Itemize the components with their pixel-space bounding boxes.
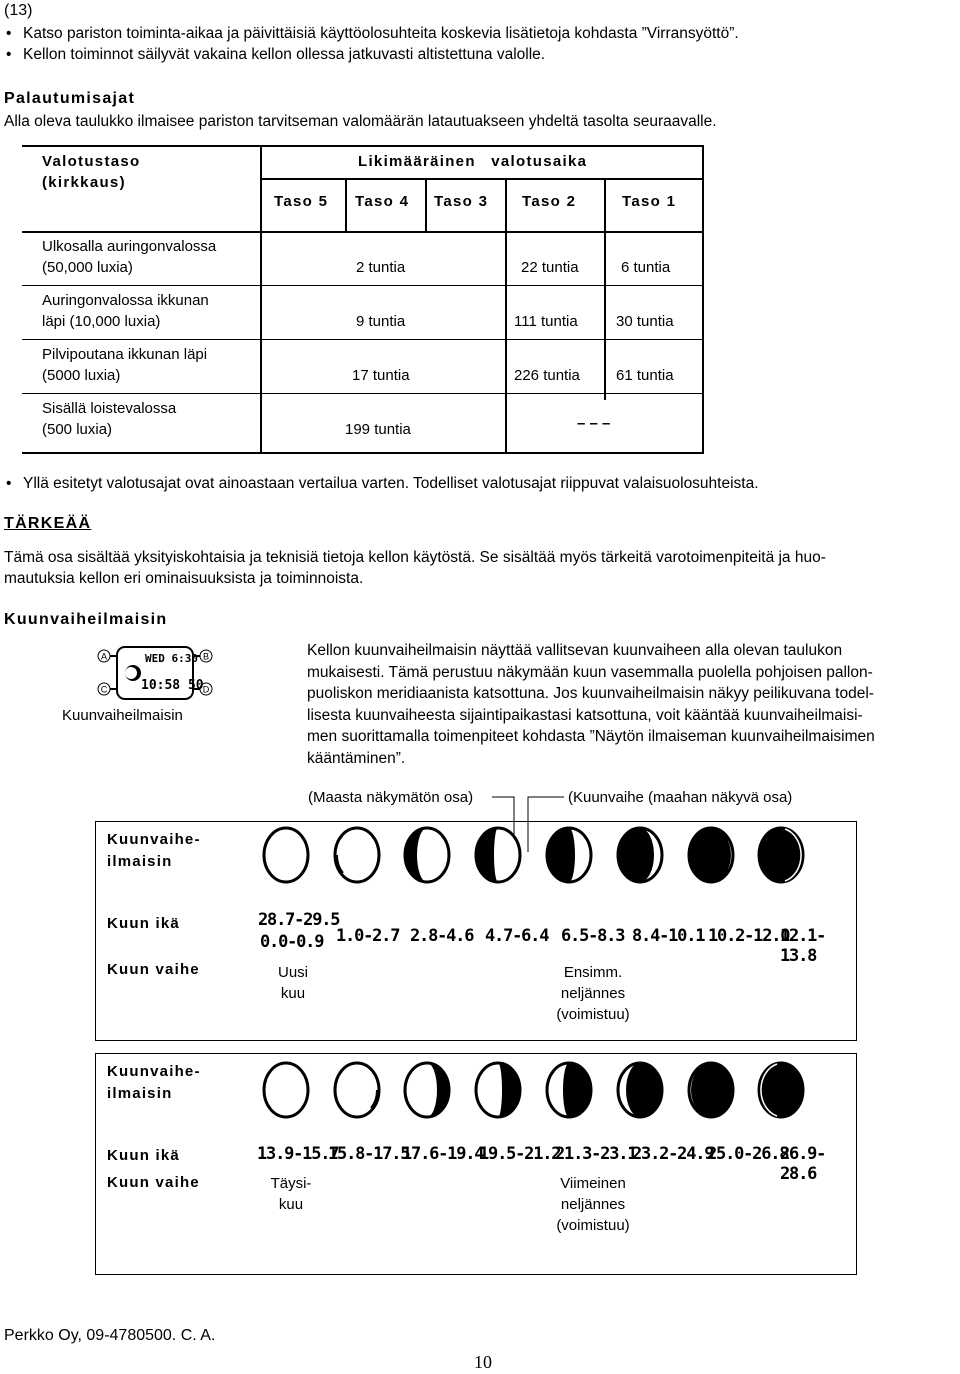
row-label: Ulkosalla auringonvalossa [42,238,217,255]
row-label: Sisällä loistevalossa [42,400,177,417]
label-invisible-part: (Maasta näkymätön osa) [308,789,474,806]
row-label-phase: Kuun vaihe [107,961,200,978]
table-rule [345,178,347,231]
header-level-1: Taso 1 [622,193,677,210]
moon-icon [474,1060,522,1120]
moon-text-line: kääntäminen”. [307,749,406,767]
cell-value: 226 tuntia [514,367,580,384]
header-brightness: (kirkkaus) [42,174,126,191]
watch-face-icon [95,645,215,701]
moon-icon [262,1060,310,1120]
moon-icon [262,825,310,885]
phase-text: Uusi [277,964,308,981]
row-label-indicator: ilmaisin [107,1085,173,1102]
moon-phase-table-1 [95,821,857,1041]
row-label-indicator: ilmaisin [107,853,173,870]
moon-icon [757,825,805,885]
phase-text: kuu [280,985,306,1002]
table-rule [260,145,262,454]
moon-description [307,640,875,769]
moon-text-line: puoliskon meridiaanista katsottuna. Jos kuunvaiheilmaisin näkyy peilikuvana todel- [307,685,874,702]
moon-icon [545,1060,593,1120]
cell-value: 22 tuntia [521,259,579,276]
important-line-2: mautuksia kellon eri ominaisuuksista ja toiminnoista. [4,570,364,587]
cell-value: 2 tuntia [356,259,406,276]
watch-caption: Kuunvaiheilmaisin [62,707,183,724]
header-approx-time: Likimääräinen valotusaika [358,153,588,170]
phase-first-quarter [552,962,634,1025]
row-label-indicator: Kuunvaihe- [107,1063,201,1080]
cell-value: 199 tuntia [345,421,411,438]
moon-age: 1.0-2.7 [336,926,400,946]
important-title: TÄRKEÄÄ [4,515,92,532]
moon-section-title: Kuunvaiheilmaisin [4,611,168,628]
cell-value: 6 tuntia [621,259,671,276]
recovery-times-table [22,145,704,454]
row-label: Pilvipoutana ikkunan läpi [42,346,208,363]
table-rule [262,145,704,147]
label-visible-part: (Kuunvaihe (maahan näkyvä osa) [568,789,793,806]
moon-icon [403,825,451,885]
header-level-4: Taso 4 [355,193,410,210]
important-line-1: Tämä osa sisältää yksityiskohtaisia ja teknisiä tietoja kellon käytöstä. Se sisältää myös tärkeitä varotoimenpiteitä ja huo- [4,549,826,566]
moon-age: 13.9-15.7 [257,1144,339,1164]
moon-age: 21.3-23.1 [555,1144,637,1164]
row-label-age: Kuun ikä [107,915,180,932]
header-level-5: Taso 5 [274,193,329,210]
bullet-light-stable: • Kellon toiminnot säilyvät vakaina kellon ollessa jatkuvasti altistettuna valolle. [6,46,546,63]
bullet-text: Kellon toiminnot säilyvät vakaina kellon ollessa jatkuvasti altistettuna valolle. [23,46,546,63]
bullet-text: Yllä esitetyt valotusajat ovat ainoastaan vertailua varten. Todelliset valotusajat riippuvat valaisuolosuhteista. [23,475,759,492]
page-number: 10 [474,1352,492,1372]
moon-phase-table-2 [95,1053,857,1275]
table-rule [22,452,704,454]
phase-last-quarter [552,1173,634,1236]
phase-text: Ensimm. [563,964,623,981]
moon-icon [616,1060,664,1120]
table-rule [22,285,704,286]
moon-text-line: men suorittamalla toimenpiteet kohdasta ”Näytön ilmaiseman kuunvaiheilmaisimen [307,728,875,745]
phase-new-moon [271,962,315,1004]
phase-text: Täysi- [270,1175,312,1192]
watch-button-d: D [202,684,210,695]
table-rule [604,178,606,400]
cell-value-dashes: – – – [577,415,611,432]
phase-text: (voimistuu) [556,1217,630,1234]
phase-full-moon [266,1173,316,1215]
row-label: (500 luxia) [42,421,113,438]
watch-button-b: B [202,651,210,662]
cell-value: 17 tuntia [352,367,410,384]
row-label-phase: Kuun vaihe [107,1174,200,1191]
cell-value: 30 tuntia [616,313,674,330]
phase-text: neljännes [560,1196,626,1213]
moon-icon [333,1060,381,1120]
section-title-recovery: Palautumisajat [4,90,136,107]
header-exposure-level: Valotustaso [42,153,141,170]
moon-age: 19.5-21.2 [479,1144,561,1164]
moon-age: 10.2-12.0 [708,926,790,946]
row-label: Auringonvalossa ikkunan [42,292,209,309]
table-rule [22,231,704,233]
moon-age: 2.8-4.6 [410,926,474,946]
table-rule [262,178,704,180]
moon-age: 0.0-0.9 [260,932,324,952]
moon-icon [545,825,593,885]
row-label: (5000 luxia) [42,367,121,384]
moon-icon [616,825,664,885]
phase-text: kuu [278,1196,304,1213]
moon-text-line: Kellon kuunvaiheilmaisin näyttää vallitsevan kuunvaiheen alla olevan taulukon [307,642,843,659]
table-rule [22,393,704,394]
phase-text: neljännes [560,985,626,1002]
moon-age: 23.2-24.9 [632,1144,714,1164]
watch-button-a: A [100,651,108,662]
table-rule [505,178,507,454]
moon-icon [333,825,381,885]
watch-illustration [95,645,215,701]
watch-display-top: WED 6:30 [145,652,198,665]
moon-age: 25.0-26.8 [707,1144,789,1164]
bullet-text: Katso pariston toiminta-aikaa ja päivittäisiä käyttöolosuhteita koskevia lisätietoja kohdasta ”Virransyöttö”. [23,25,739,42]
row-label: (50,000 luxia) [42,259,133,276]
table-rule [425,178,427,231]
cell-value: 9 tuntia [356,313,406,330]
table-rule [22,145,262,147]
phase-text: (voimistuu) [556,1006,630,1023]
cell-value: 111 tuntia [514,313,578,330]
moon-age: 6.5-8.3 [561,926,625,946]
section-intro: Alla oleva taulukko ilmaisee pariston tarvitseman valomäärän latautuakseen yhdeltä tasolta seuraavalle. [4,113,717,130]
moon-text-line: lisesta kuunvaiheesta sijaintipaikastasi katsottuna, voit kääntää kuunvaiheilmaisi- [307,706,863,724]
header-level-2: Taso 2 [522,193,577,210]
footer-company: Perkko Oy, 09-4780500. C. A. [4,1327,216,1344]
moon-age: 8.4-10.1 [632,926,705,946]
moon-icon [474,825,522,885]
moon-icon [403,1060,451,1120]
row-label: läpi (10,000 luxia) [42,313,161,330]
moon-icon [687,1060,735,1120]
moon-age: 15.8-17.5 [328,1144,410,1164]
moon-age: 4.7-6.4 [485,926,549,946]
moon-age: 17.6-19.4 [402,1144,484,1164]
row-label-age: Kuun ikä [107,1147,180,1164]
table-rule [702,145,704,454]
header-level-3: Taso 3 [434,193,489,210]
table-rule [22,339,704,340]
moon-icon [687,825,735,885]
row-label-indicator: Kuunvaihe- [107,831,201,848]
phase-text: Viimeinen [560,1175,626,1192]
page-ref: (13) [4,2,33,19]
moon-age: 26.9-28.6 [780,1144,826,1184]
watch-display-bottom: 10:58 50 [141,678,204,693]
watch-button-c: C [100,684,108,695]
moon-age: 28.7-29.5 [258,910,340,930]
bullet-exposure-note: • Yllä esitetyt valotusajat ovat ainoastaan vertailua varten. Todelliset valotusajat riippuvat valaisuolosuhteista. [6,475,759,492]
moon-icon [757,1060,805,1120]
cell-value: 61 tuntia [616,367,674,384]
moon-age: 12.1-13.8 [780,926,826,966]
bullet-battery-info: • Katso pariston toiminta-aikaa ja päivittäisiä käyttöolosuhteita koskevia lisätietoja kohdasta ”Virransyöttö”. [6,25,739,42]
moon-text-line: mukaisesti. Tämä perustuu näkymään kuun vasemmalla puolella pohjoisen pallon- [307,663,873,681]
